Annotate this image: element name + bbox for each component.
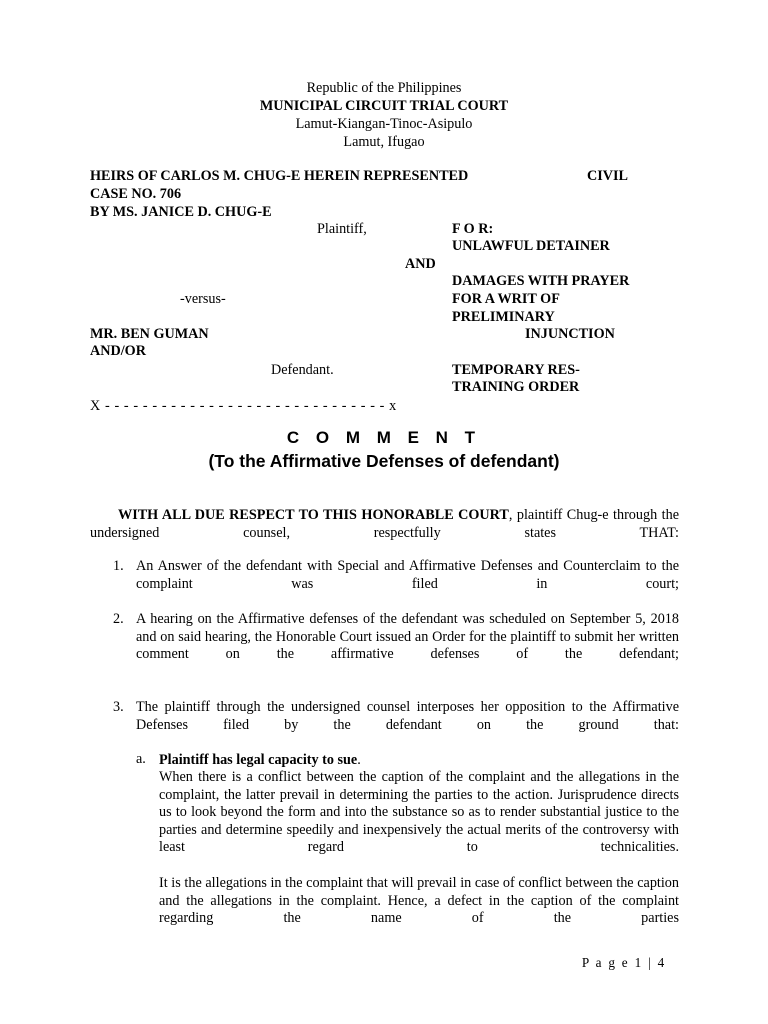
item-2-number: 2.	[113, 611, 124, 627]
intro-paragraph	[90, 507, 679, 560]
court-header	[0, 79, 768, 151]
page-number: 1 | 4	[634, 955, 666, 970]
item-3-text: The plaintiff through the undersigned counsel interposes her opposition to the Affirmative Defenses filed by the defendant on the ground that:	[136, 699, 679, 733]
intro-rest: , plaintiff Chug-e through the undersigned counsel, respectfully states THAT:	[90, 507, 679, 541]
sub-a-heading-text: Plaintiff has legal capacity to sue	[159, 752, 358, 768]
header-municipalities: Lamut-Kiangan-Tinoc-Asipulo	[295, 116, 473, 132]
sub-a-paragraph-2: It is the allegations in the complaint that will prevail in case of conflict between the caption and the allegations in the complaint. Hence, a defect in the caption of the complaint regarding the name of the parties	[159, 875, 679, 927]
case-nature-7: TRAINING ORDER	[452, 379, 580, 395]
item-1-number: 1.	[113, 558, 124, 574]
sub-a-heading-period: .	[357, 752, 361, 768]
civil-label: CIVIL	[587, 168, 628, 184]
item-2-text: A hearing on the Affirmative defenses of the defendant was scheduled on September 5, 2018 and on said hearing, the Honorable Court issued an Order for the plaintiff to submit her written comment on the affirmative defenses of the defendant;	[136, 611, 679, 663]
document-title: C O M M E N T	[286, 428, 482, 447]
header-province: Lamut, Ifugao	[343, 134, 425, 150]
defendant-name-line2: AND/OR	[90, 343, 146, 359]
defendant-name-line1: MR. BEN GUMAN	[90, 326, 209, 342]
case-nature-2: DAMAGES WITH PRAYER	[452, 273, 630, 289]
page-footer	[582, 955, 666, 971]
plaintiff-name-line1: HEIRS OF CARLOS M. CHUG-E HEREIN REPRESENTED	[90, 168, 469, 184]
case-nature-6: TEMPORARY RES-	[452, 362, 580, 378]
case-nature-and: AND	[405, 256, 436, 272]
item-1-text: An Answer of the defendant with Special and Affirmative Defenses and Counterclaim to the complaint was filed in court;	[136, 558, 679, 592]
header-court-name: MUNICIPAL CIRCUIT TRIAL COURT	[259, 98, 509, 114]
case-nature-1: UNLAWFUL DETAINER	[452, 238, 610, 254]
defendant-role: Defendant.	[271, 362, 334, 378]
case-number: CASE NO. 706	[90, 186, 182, 202]
plaintiff-role: Plaintiff,	[317, 221, 367, 237]
case-nature-5: INJUNCTION	[525, 326, 615, 342]
header-republic: Republic of the Philippines	[306, 80, 462, 96]
case-nature-3: FOR A WRIT OF	[452, 291, 560, 307]
case-nature-4: PRELIMINARY	[452, 309, 555, 325]
plaintiff-name-line2: BY MS. JANICE D. CHUG-E	[90, 204, 272, 220]
sub-a-letter: a.	[136, 751, 146, 767]
sub-a-heading	[159, 751, 361, 769]
item-3-number: 3.	[113, 699, 124, 715]
for-label: F O R:	[452, 221, 494, 237]
page-label: P a g e	[581, 955, 630, 970]
intro-bold: WITH ALL DUE RESPECT TO THIS HONORABLE COURT	[118, 507, 509, 523]
sub-a-paragraph-1: When there is a conflict between the caption of the complaint and the allegations in the complaint, the latter prevail in determining the parties to the action. Jurisprudence directs us to look beyond the form and into the substance so as to render substantial justice to the parties and determine speedily and inexpensively the actual merits of the controversy with least regard to technicalities.	[159, 769, 679, 856]
caption-separator: X - - - - - - - - - - - - - - - - - - - - - - - - - - - - - - x	[90, 398, 397, 414]
versus-label: -versus-	[180, 291, 226, 307]
document-subtitle: (To the Affirmative Defenses of defendant)	[208, 451, 560, 471]
